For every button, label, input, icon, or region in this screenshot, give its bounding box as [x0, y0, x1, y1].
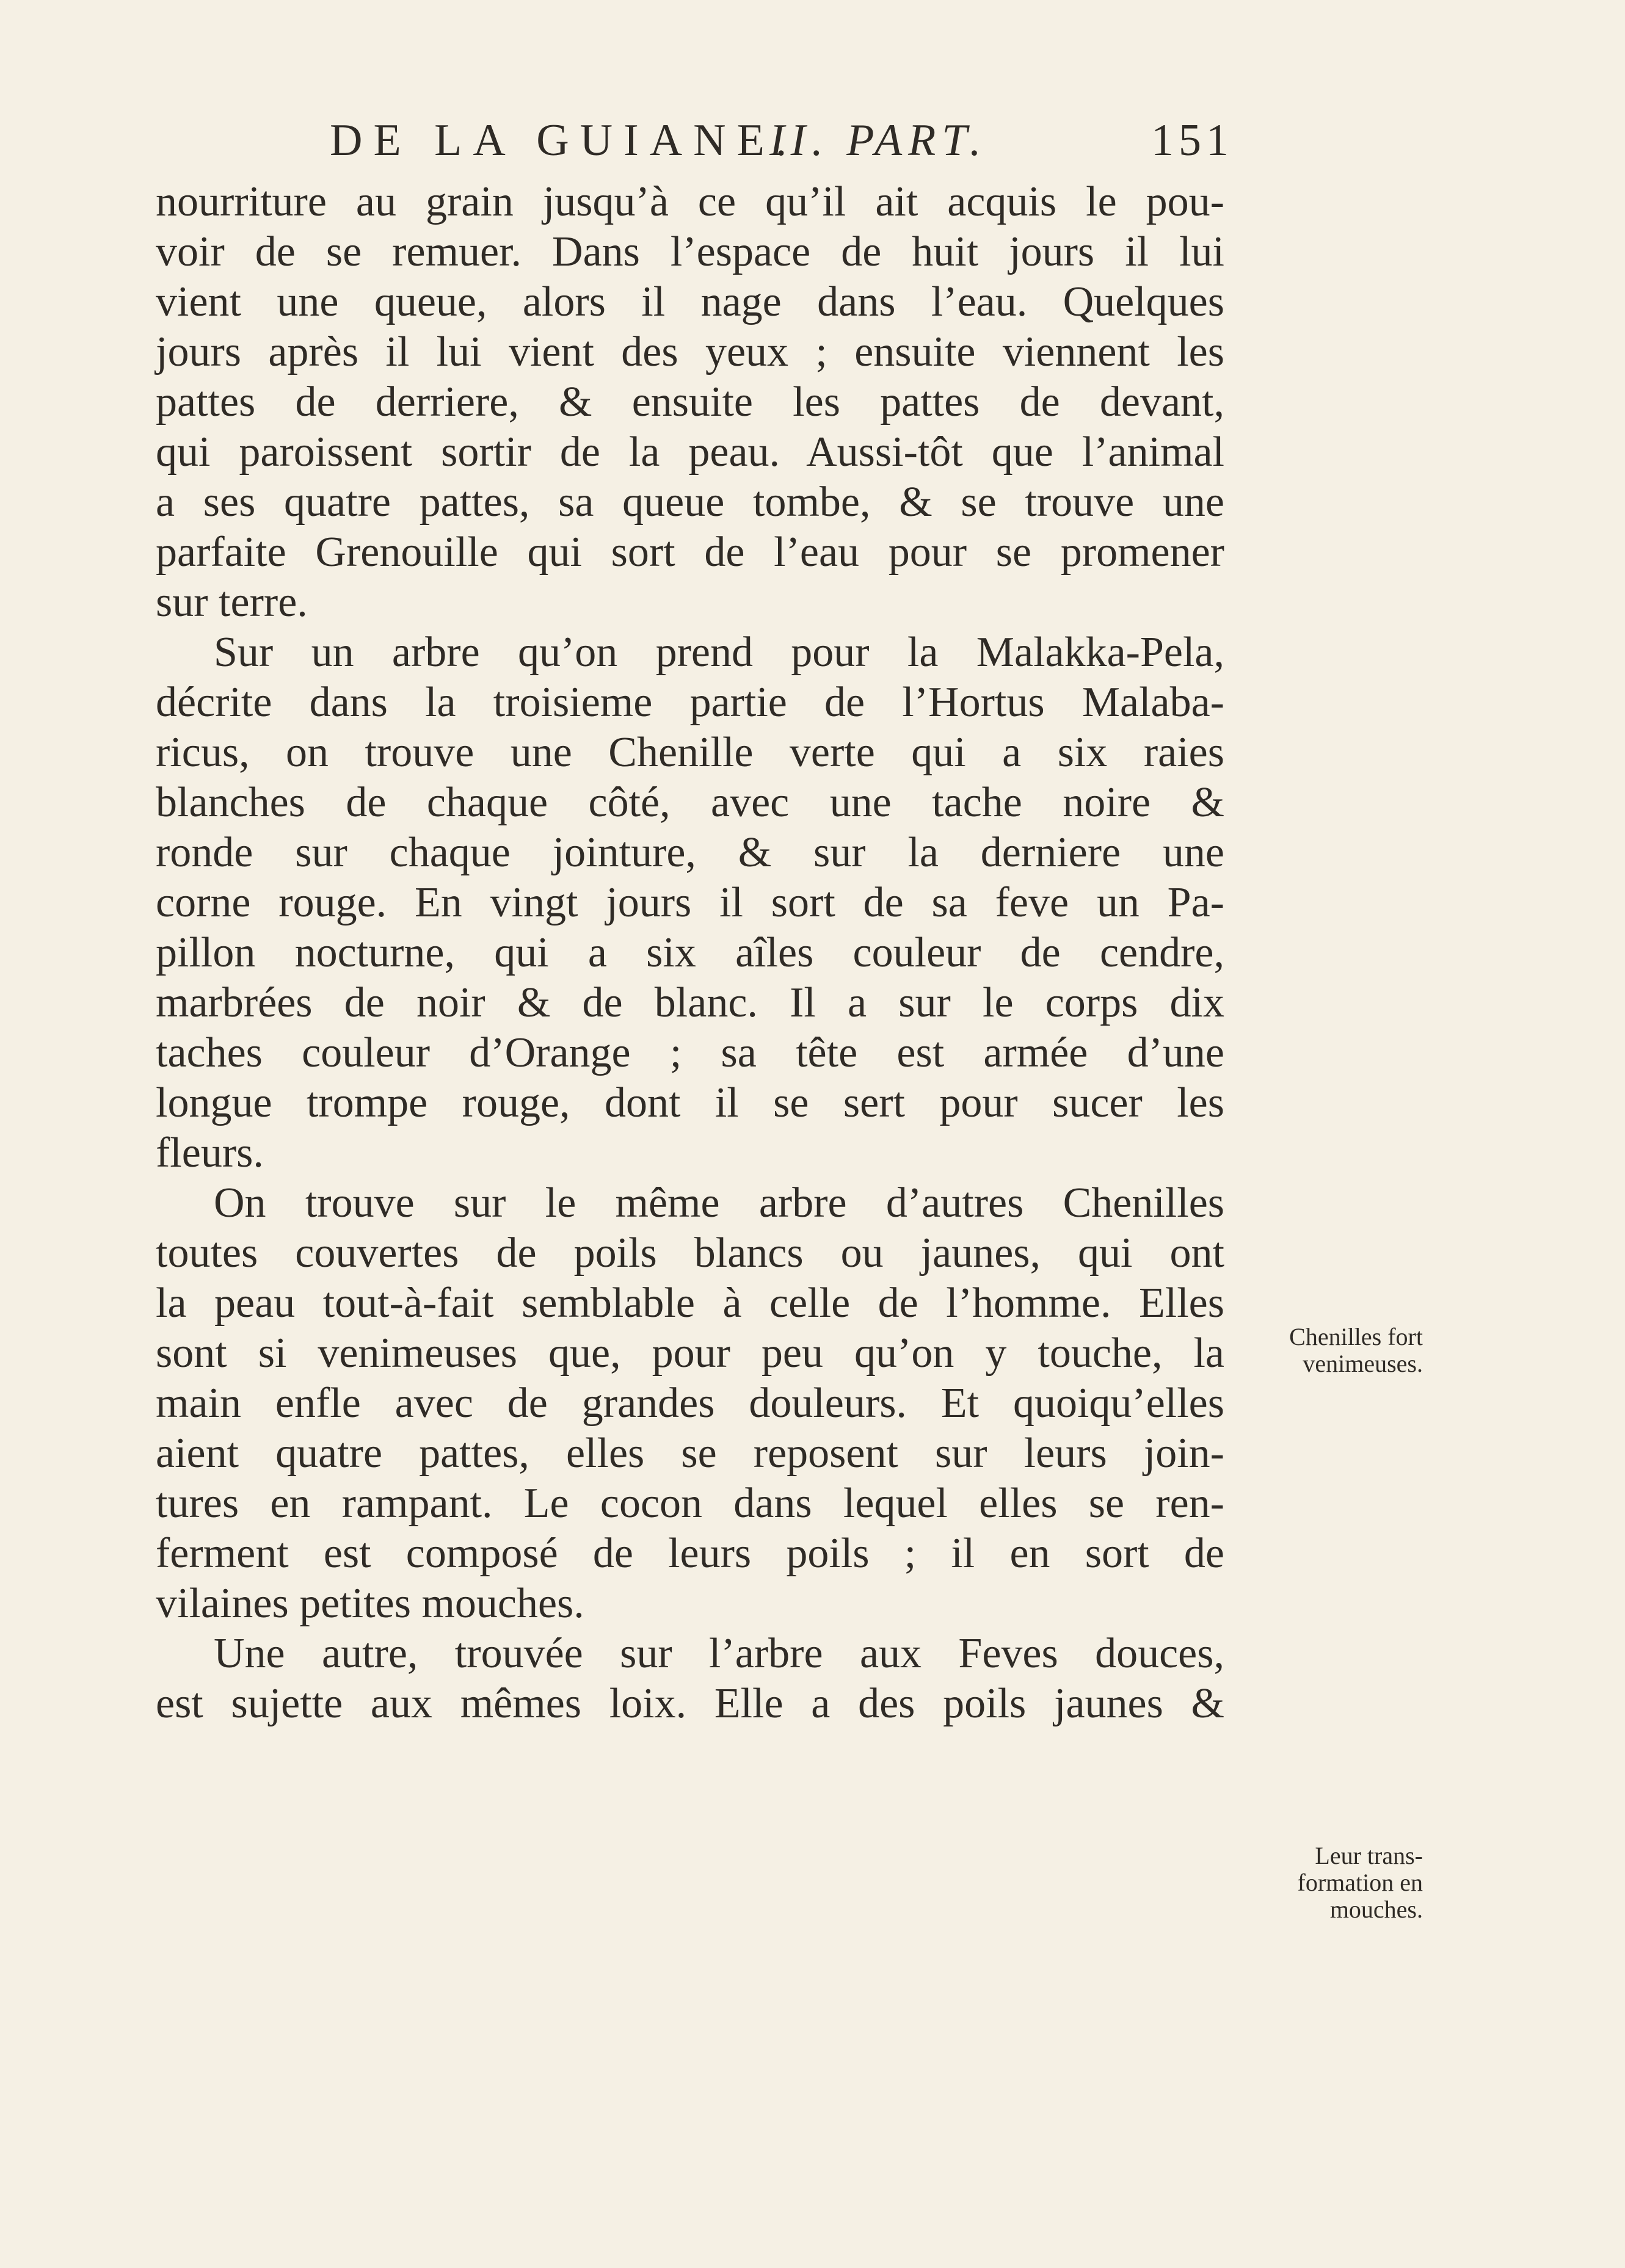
margin-note-line: venimeuses.: [1303, 1350, 1423, 1377]
page-number: 151: [1151, 115, 1234, 165]
text-line: parfaite Grenouille qui sort de l’eau pour se promener: [156, 529, 1224, 576]
text-line: jours après il lui vient des yeux ; ensuite viennent les: [156, 328, 1224, 375]
text-line: la peau tout-à-fait semblable à celle de l’homme. Elles: [156, 1280, 1224, 1327]
body-text: [156, 177, 1224, 1729]
text-line: toutes couvertes de poils blancs ou jaunes, qui ont: [156, 1230, 1224, 1277]
text-line: qui paroissent sortir de la peau. Aussi-tôt que l’animal: [156, 429, 1224, 476]
text-line: marbrées de noir & de blanc. Il a sur le corps dix: [156, 979, 1224, 1026]
text-line: vient une queue, alors il nage dans l’eau. Quelques: [156, 278, 1224, 325]
margin-note-transformation: [1240, 1842, 1423, 1923]
text-line: On trouve sur le même arbre d’autres Chenilles: [214, 1179, 1224, 1226]
margin-note-line: Chenilles fort: [1289, 1323, 1423, 1350]
text-line: pattes de derriere, & ensuite les pattes de devant,: [156, 379, 1224, 426]
running-header: [330, 107, 1234, 174]
text-line: ferment est composé de leurs poils ; il en sort de: [156, 1530, 1224, 1577]
text-line: Sur un arbre qu’on prend pour la Malakka-Pela,: [214, 629, 1224, 676]
margin-note-line: formation en: [1297, 1869, 1423, 1896]
text-line: a ses quatre pattes, sa queue tombe, & se trouve une: [156, 479, 1224, 526]
margin-note-line: Leur trans-: [1315, 1842, 1423, 1869]
margin-note-venomous-caterpillars: [1240, 1324, 1423, 1377]
text-line: Une autre, trouvée sur l’arbre aux Feves douces,: [214, 1630, 1224, 1677]
text-line: ronde sur chaque jointure, & sur la derniere une: [156, 829, 1224, 876]
header-title: DE LA GUIANE.: [330, 115, 798, 165]
text-line: tures en rampant. Le cocon dans lequel elles se ren-: [156, 1480, 1224, 1527]
header-part: II. PART.: [769, 115, 987, 165]
text-line: voir de se remuer. Dans l’espace de huit jours il lui: [156, 228, 1224, 275]
text-line: fleurs.: [156, 1129, 264, 1176]
text-line: décrite dans la troisieme partie de l’Hortus Malaba-: [156, 679, 1224, 726]
text-line: sont si venimeuses que, pour peu qu’on y touche, la: [156, 1330, 1224, 1377]
text-line: pillon nocturne, qui a six aîles couleur de cendre,: [156, 929, 1224, 976]
text-line: est sujette aux mêmes loix. Elle a des poils jaunes &: [156, 1680, 1224, 1727]
text-line: corne rouge. En vingt jours il sort de sa feve un Pa-: [156, 879, 1224, 926]
text-line: ricus, on trouve une Chenille verte qui a six raies: [156, 729, 1224, 776]
text-line: main enfle avec de grandes douleurs. Et quoiqu’elles: [156, 1380, 1224, 1427]
text-line: aient quatre pattes, elles se reposent sur leurs join-: [156, 1430, 1224, 1477]
text-line: sur terre.: [156, 579, 308, 626]
text-line: longue trompe rouge, dont il se sert pour sucer les: [156, 1079, 1224, 1126]
text-line: blanches de chaque côté, avec une tache noire &: [156, 779, 1224, 826]
text-line: nourriture au grain jusqu’à ce qu’il ait acquis le pou-: [156, 178, 1224, 225]
margin-note-line: mouches.: [1329, 1896, 1423, 1923]
text-line: vilaines petites mouches.: [156, 1580, 584, 1627]
text-line: taches couleur d’Orange ; sa tête est armée d’une: [156, 1029, 1224, 1076]
